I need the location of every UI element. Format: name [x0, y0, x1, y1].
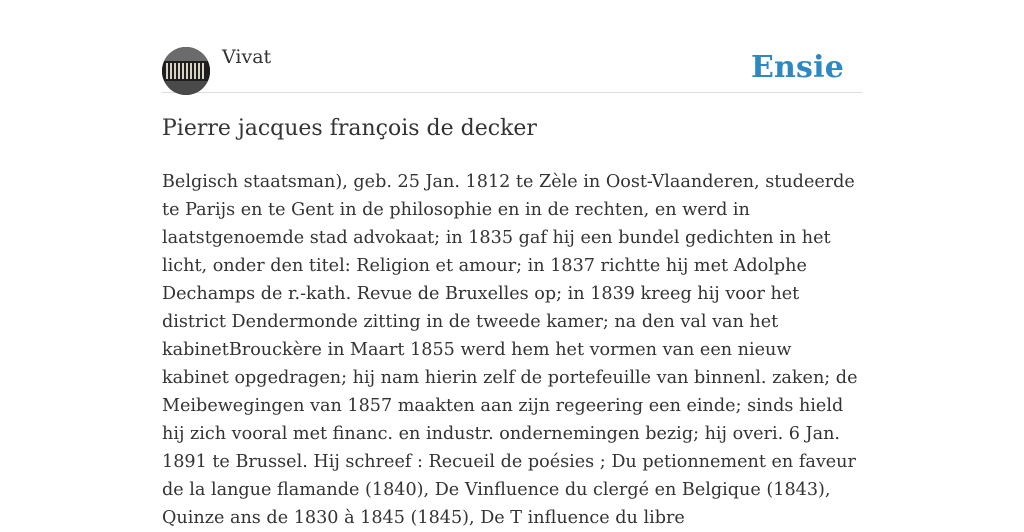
bookshelf-avatar-icon — [162, 47, 210, 95]
site-name[interactable]: Vivat — [222, 46, 272, 68]
avatar[interactable] — [162, 47, 210, 95]
page-title: Pierre jacques françois de decker — [162, 116, 537, 141]
article-body: Belgisch staatsman), geb. 25 Jan. 1812 te Zèle in Oost-Vlaanderen, studeerde te Parijs en te Gent in de philosophie en in de rechten, en werd in laatstgenoemde stad advokaat; in 1835 gaf hij een bundel gedichten in het licht, onder den titel: Religion et amour; in 1837 richtte hij met Adolphe Dechamps de r.-kath. Revue de Bruxelles op; in 1839 kreeg hij voor het district Dendermonde zitting in de tweede kamer; na den val van het kabinetBrouckère in Maart 1855 werd hem het vormen van een nieuw kabinet opgedragen; hij nam hierin zelf de portefeuille van binnenl. zaken; de Meibewegingen van 1857 maakten aan zijn regeering een einde; sinds hield hij zich vooral met financ. en industr. ondernemingen bezig; hij overi. 6 Jan. 1891 te Brussel. Hij schreef : Recueil de poésies ; Du petionnement en faveur de la langue flamande (1840), De Vinfluence du clergé en Belgique (1843), Quinze ans de 1830 à 1845 (1845), De T influence du libre — [162, 172, 858, 528]
header — [162, 0, 862, 93]
ensie-logo[interactable]: Ensie — [750, 50, 844, 85]
article-card — [162, 0, 862, 528]
